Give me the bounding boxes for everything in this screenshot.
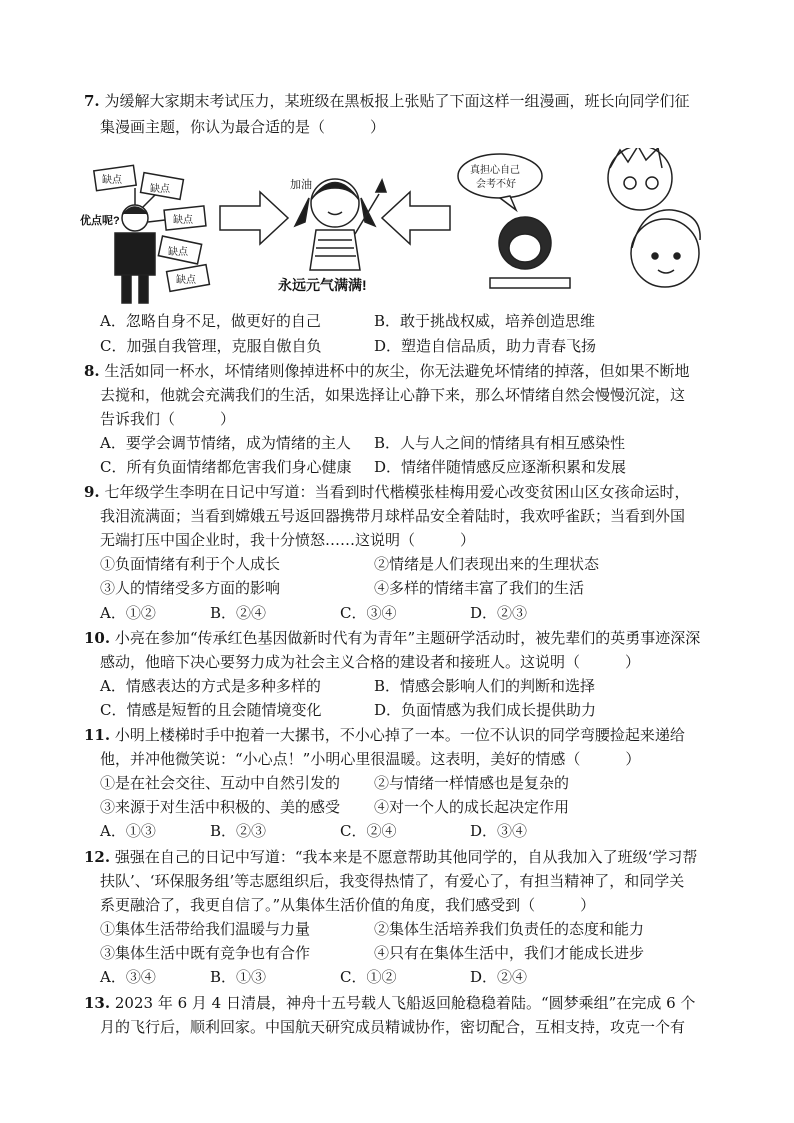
q9-choice-b: B．②④ — [210, 604, 267, 622]
comic-worry-line1: 真担心自己 — [470, 165, 520, 176]
q9-choice-a: A．①② — [100, 604, 156, 622]
q12-statement-1: ①集体生活带给我们温暖与力量 — [100, 920, 311, 938]
q8-option-c: C．所有负面情绪都危害我们身心健康 — [100, 458, 352, 476]
q9-stem-line2: 我泪流满面；当看到嫦娥五号返回器携带月球样品安全着陆时，我欢呼雀跃；当看到外国 — [100, 507, 686, 525]
q7-option-d: D．塑造自信品质，助力青春飞扬 — [374, 337, 597, 355]
q11-choice-d: D．③④ — [470, 822, 528, 840]
q10-option-b: B．情感会影响人们的判断和选择 — [374, 677, 596, 695]
q7-option-a: A．忽略自身不足，做更好的自己 — [100, 312, 321, 330]
q10-option-a: A．情感表达的方式是多种多样的 — [100, 677, 321, 695]
q11-choice-a: A．①③ — [100, 822, 156, 840]
q12-choice-b: B．①③ — [210, 968, 267, 986]
q10-stem-line1: 10. 小亮在参加“传承红色基因做新时代有为青年”主题研学活动时，被先辈们的英勇事迹深深 — [84, 629, 701, 647]
comic-sign-4: 缺点 — [168, 247, 188, 258]
q12-statement-2: ②集体生活培养我们负责任的态度和能力 — [374, 920, 645, 938]
q7-comic-illustration — [80, 148, 720, 308]
q7-stem-line2: 集漫画主题，你认为最合适的是（ ） — [100, 118, 386, 136]
q9-choice-c: C．③④ — [340, 604, 397, 622]
q10-option-d: D．负面情感为我们成长提供助力 — [374, 701, 597, 719]
q8-stem-line3: 告诉我们（ ） — [100, 410, 236, 428]
comic-caption: 永远元气满满! — [278, 277, 367, 293]
comic-sign-1: 缺点 — [102, 175, 122, 186]
comic-cheer-text: 加油 — [290, 179, 312, 191]
q12-stem-line2: 扶队’、‘环保服务组’等志愿组织后，我变得热情了，有爱心了，有担当精神了，和同学关 — [100, 872, 685, 890]
q12-stem-line3: 系更融洽了，我更自信了。”从集体生活价值的角度，我们感受到（ ） — [100, 896, 596, 914]
q7-stem-line1: 7. 为缓解大家期末考试压力，某班级在黑板报上张贴了下面这样一组漫画，班长向同学们征 — [84, 92, 690, 110]
q8-stem-line2: 去搅和，他就会充满我们的生活，如果选择让心静下来，那么坏情绪自然会慢慢沉淀，这 — [100, 386, 686, 404]
q7-option-b: B．敢于挑战权威，培养创造思维 — [374, 312, 596, 330]
arrow-left-icon — [382, 192, 450, 244]
q13-stem-line2: 月的飞行后，顺利回家。中国航天研究成员精诚协作，密切配合，互相支持，攻克一个有 — [100, 1018, 686, 1036]
q12-statement-3: ③集体生活中既有竞争也有合作 — [100, 944, 311, 962]
q8-option-b: B．人与人之间的情绪具有相互感染性 — [374, 434, 626, 452]
q11-statement-3: ③来源于对生活中积极的、美的感受 — [100, 798, 341, 816]
arrow-right-icon — [220, 192, 288, 244]
q12-choice-c: C．①② — [340, 968, 397, 986]
q8-option-a: A．要学会调节情绪，成为情绪的主人 — [100, 434, 351, 452]
q12-statement-4: ④只有在集体生活中，我们才能成长进步 — [374, 944, 645, 962]
q7-option-c: C．加强自我管理，克服自傲自负 — [100, 337, 322, 355]
q8-option-d: D．情绪伴随情感反应逐渐积累和发展 — [374, 458, 627, 476]
comic-sign-2: 缺点 — [150, 184, 170, 195]
q9-statement-3: ③人的情绪受多方面的影响 — [100, 579, 281, 597]
comic-question-text: 优点呢? — [80, 215, 120, 227]
q11-choice-c: C．②④ — [340, 822, 397, 840]
q10-option-c: C．情感是短暂的且会随情境变化 — [100, 701, 322, 719]
comic-sign-3: 缺点 — [173, 215, 193, 226]
q9-statement-1: ①负面情绪有利于个人成长 — [100, 555, 281, 573]
q9-statement-4: ④多样的情绪丰富了我们的生活 — [374, 579, 585, 597]
q11-choice-b: B．②③ — [210, 822, 267, 840]
comic-worry-line2: 会考不好 — [476, 179, 516, 190]
q11-statement-4: ④对一个人的成长起决定作用 — [374, 798, 570, 816]
q11-stem-line1: 11. 小明上楼梯时手中抱着一大摞书，不小心掉了一本。一位不认识的同学弯腰捡起来递给 — [84, 726, 685, 744]
q11-statement-2: ②与情绪一样情感也是复杂的 — [374, 774, 570, 792]
q10-stem-line2: 感动，他暗下决心要努力成为社会主义合格的建设者和接班人。这说明（ ） — [100, 653, 641, 671]
comic-sign-5: 缺点 — [176, 275, 196, 286]
comic-panel-cheerful-girl — [295, 179, 386, 270]
q9-choice-d: D．②③ — [470, 604, 528, 622]
q12-stem-line1: 12. 强强在自己的日记中写道：“我本来是不愿意帮助其他同学的，自从我加入了班级‘学习帮 — [84, 848, 698, 866]
q9-stem-line1: 9. 七年级学生李明在日记中写道：当看到时代楷模张桂梅用爱心改变贫困山区女孩命运时， — [84, 483, 690, 501]
q9-statement-2: ②情绪是人们表现出来的生理状态 — [374, 555, 600, 573]
q12-choice-d: D．②④ — [470, 968, 528, 986]
q8-stem-line1: 8. 生活如同一杯水，坏情绪则像掉进杯中的灰尘，你无法避免坏情绪的掉落，但如果不断地 — [84, 362, 690, 380]
q9-stem-line3: 无端打压中国企业时，我十分愤怒……这说明（ ） — [100, 531, 476, 549]
q12-choice-a: A．③④ — [100, 968, 156, 986]
q11-stem-line2: 他，并冲他微笑说：“小心点！”小明心里很温暖。这表明，美好的情感（ ） — [100, 750, 641, 768]
q11-statement-1: ①是在社会交往、互动中自然引发的 — [100, 774, 341, 792]
q13-stem-line1: 13. 2023 年 6 月 4 日清晨，神舟十五号载人飞船返回舱稳稳着陆。“圆梦乘组”在完成 6 个 — [84, 994, 696, 1012]
